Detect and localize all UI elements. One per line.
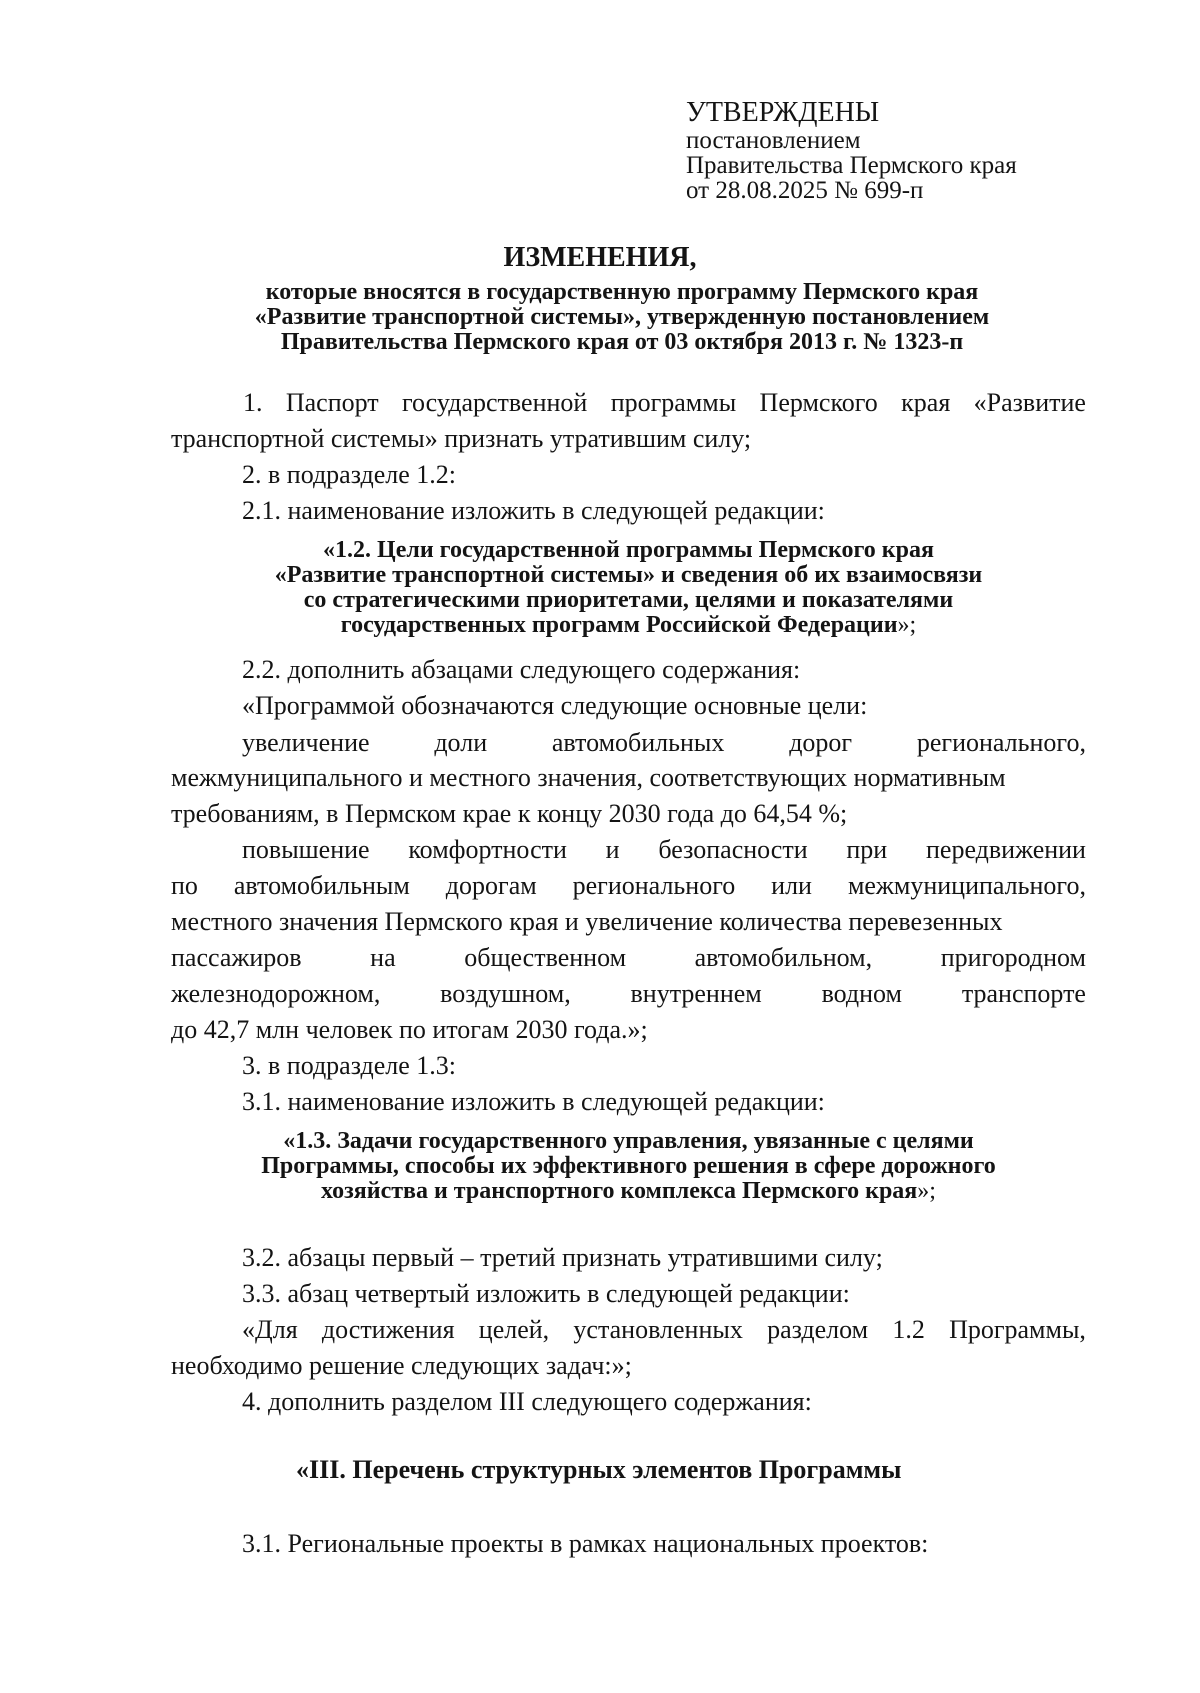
paragraph: 3. в подразделе 1.3:	[242, 1051, 457, 1080]
paragraph-line: транспортной системы» признать утратившим силу;	[171, 424, 752, 453]
paragraph-line: по автомобильным дорогам регионального или межмуниципального,	[171, 871, 1086, 900]
paragraph-line: до 42,7 млн человек по итогам 2030 года.»;	[171, 1015, 648, 1044]
approval-line: постановлением	[686, 127, 861, 154]
section-heading-iii: «III. Перечень структурных элементов Программы	[296, 1455, 902, 1484]
paragraph-line: необходимо решение следующих задач:»;	[171, 1351, 632, 1380]
paragraph-line: железнодорожном, воздушном, внутреннем водном транспорте	[171, 979, 1086, 1008]
paragraph: 2. в подразделе 1.2:	[242, 460, 457, 489]
paragraph: 3.3. абзац четвертый изложить в следующей редакции:	[242, 1279, 850, 1308]
paragraph: 2.2. дополнить абзацами следующего содержания:	[242, 655, 801, 684]
paragraph-line: пассажиров на общественном автомобильном, пригородном	[171, 943, 1086, 972]
approval-head: УТВЕРЖДЕНЫ	[686, 97, 880, 128]
paragraph: 3.1. Региональные проекты в рамках национальных проектов:	[242, 1529, 929, 1558]
approval-block	[686, 98, 1017, 203]
paragraph-line: межмуниципального и местного значения, соответствующих нормативным	[171, 763, 1006, 792]
paragraph-line: «Для достижения целей, установленных разделом 1.2 Программы,	[242, 1315, 1086, 1344]
subtitle-line: «Развитие транспортной системы», утвержденную постановлением	[254, 304, 990, 330]
approval-line: от 28.08.2025 № 699-п	[686, 177, 924, 204]
paragraph-line: требованиям, в Пермском крае к концу 2030 года до 64,54 %;	[171, 799, 848, 828]
paragraph: «Программой обозначаются следующие основные цели:	[242, 691, 868, 720]
paragraph: 4. дополнить разделом III следующего содержания:	[242, 1387, 812, 1416]
paragraph-line: повышение комфортности и безопасности при передвижении	[242, 835, 1086, 864]
document-title: ИЗМЕНЕНИЯ,	[503, 242, 697, 273]
paragraph: 2.1. наименование изложить в следующей редакции:	[242, 496, 825, 525]
approval-line: Правительства Пермского края	[686, 152, 1017, 179]
subtitle-line: которые вносятся в государственную программу Пермского края	[265, 279, 979, 305]
paragraph-line: местного значения Пермского края и увеличение количества перевезенных	[171, 907, 1003, 936]
section-heading-1-3: «1.3. Задачи государственного управления, увязанные с целями Программы, способы их эффективного решения в сфере дорожного хозяйства и транспортного комплекса Пермского края»;	[261, 1128, 996, 1204]
paragraph: 3.2. абзацы первый – третий признать утратившими силу;	[242, 1243, 883, 1272]
paragraph: 3.1. наименование изложить в следующей редакции:	[242, 1087, 825, 1116]
paragraph-line: 1. Паспорт государственной программы Пермского края «Развитие	[243, 388, 1086, 417]
document-subtitle	[172, 280, 1072, 355]
paragraph-line: увеличение доли автомобильных дорог регионального,	[242, 728, 1086, 757]
subtitle-line: Правительства Пермского края от 03 октября 2013 г. № 1323-п	[280, 329, 964, 355]
section-heading-1-2: «1.2. Цели государственной программы Пермского края «Развитие транспортной системы» и сведения об их взаимосвязи со стратегическими приоритетами, целями и показателями государственных программ Российской Федерации»;	[274, 537, 983, 638]
